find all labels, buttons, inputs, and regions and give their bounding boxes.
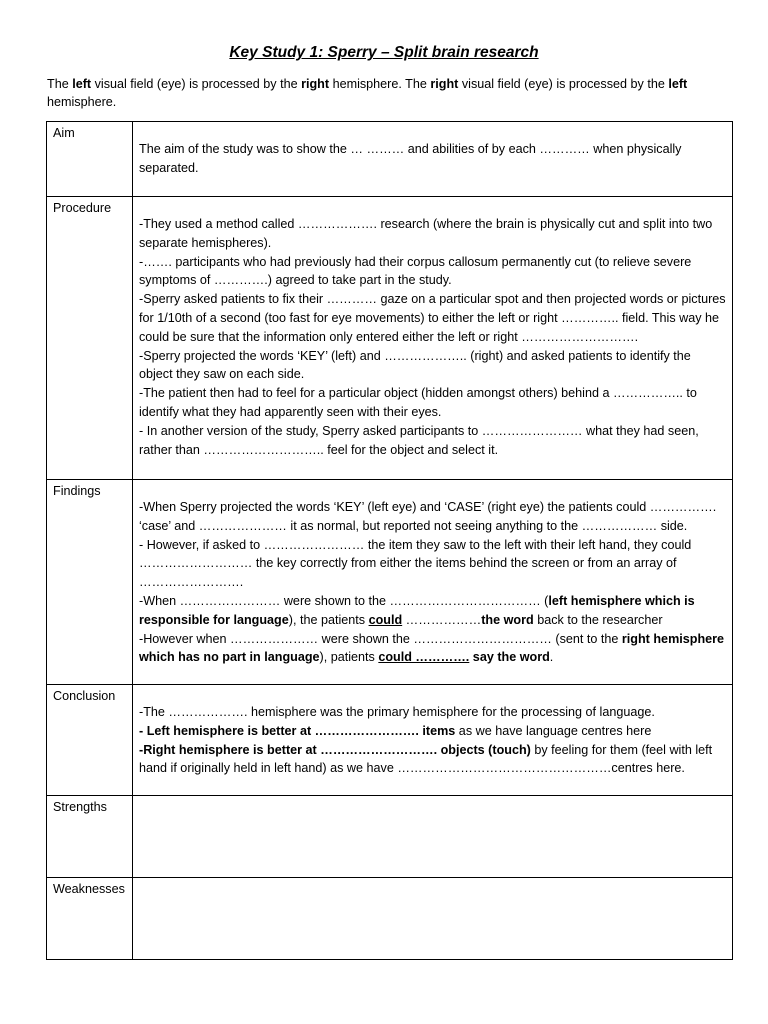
row-aim — [47, 122, 733, 197]
text-run: The — [47, 77, 73, 91]
label-cell-aim — [47, 122, 133, 197]
content-cell-strengths[interactable] — [133, 796, 733, 878]
text-run: hemisphere. — [47, 95, 117, 109]
paragraph — [139, 215, 726, 253]
text-run: visual field (eye) is processed by the — [91, 77, 302, 91]
emphasis-text: left — [668, 77, 688, 91]
text-run: -The patient then had to feel for a particular object (hidden amongst others) behind a …………….. to identify what they had apparently seen with their eyes. — [139, 386, 697, 419]
text-run: -The ………………. hemisphere was the primary hemisphere for the processing of language. — [139, 705, 655, 719]
paragraph — [139, 253, 726, 291]
text-run: by feeling for them (feel with left hand if originally held in left hand) as we have ……………………………………………centres here. — [139, 742, 713, 776]
label-cell-findings — [47, 480, 133, 685]
text-run: ……………… — [402, 612, 482, 627]
emphasis-text: could …………. — [378, 650, 470, 665]
text-run: -Sperry asked patients to fix their ………… gaze on a particular spot and then projected words or pictures for 1/10th of a second (too fast for eye movements) to either the left or right ………….. field. This way he could be sure that the information only entered either the left or right ………………………. — [139, 292, 726, 344]
emphasis-text: - Left hemisphere is better at ……………………. items — [139, 723, 456, 738]
cell-content — [133, 685, 732, 778]
text-run: . — [549, 650, 554, 665]
text-run: - However, if asked to …………………… the item they saw to the left with their left hand, they could ……………………… the key correctly from either the items behind the screen or from an array of ……………………. — [139, 537, 692, 590]
paragraph — [139, 140, 726, 178]
document-title: Key Study 1: Sperry – Split brain research — [229, 44, 539, 61]
row-label: Aim — [53, 126, 75, 140]
emphasis-text: could — [368, 612, 403, 627]
row-weaknesses — [47, 878, 733, 960]
emphasis-text: left hemisphere which is responsible for language — [139, 593, 695, 627]
label-cell-procedure — [47, 197, 133, 480]
paragraph — [139, 536, 726, 592]
emphasis-text: right hemisphere which has no part in language — [139, 631, 725, 665]
content-cell-aim — [133, 122, 733, 197]
paragraph — [139, 347, 726, 385]
intro-text — [47, 75, 737, 111]
text-run: The aim of the study was to show the … ……… and abilities of by each ………… when physically separated. — [139, 142, 682, 175]
emphasis-text: say the word — [469, 650, 550, 665]
text-run: -When …………………… were shown to the ……………………………… ( — [139, 593, 549, 608]
paragraph — [139, 722, 726, 741]
row-label: Findings — [53, 484, 101, 498]
content-cell-procedure — [133, 197, 733, 480]
emphasis-text: right — [301, 77, 330, 91]
row-label: Weaknesses — [53, 882, 125, 896]
emphasis-text: right — [430, 77, 459, 91]
row-strengths — [47, 796, 733, 878]
cell-content — [133, 480, 732, 667]
text-run: back to the researcher — [533, 612, 663, 627]
row-label: Conclusion — [53, 689, 116, 703]
text-run: hemisphere. The — [329, 77, 431, 91]
text-run: - In another version of the study, Sperry asked participants to …………………… what they had seen, rather than ……………………….. feel for the object and select it. — [139, 423, 699, 457]
cell-content — [133, 197, 732, 459]
label-cell-strengths — [47, 796, 133, 878]
text-run: ), patients — [319, 650, 379, 665]
emphasis-text: the word — [481, 612, 534, 627]
paragraph — [139, 592, 726, 630]
text-run: as we have language centres here — [455, 723, 652, 738]
paragraph — [139, 498, 726, 536]
row-procedure — [47, 197, 733, 480]
text-run: -They used a method called ………………. research (where the brain is physically cut and split into two separate hemispheres). — [139, 217, 713, 250]
paragraph — [139, 741, 726, 779]
paragraph — [139, 290, 726, 346]
row-label: Procedure — [53, 201, 112, 215]
text-run: -……. participants who had previously had their corpus callosum permanently cut (to relieve severe symptoms of ………….) agreed to take part in the study. — [139, 254, 692, 288]
row-conclusion — [47, 685, 733, 796]
content-cell-conclusion — [133, 685, 733, 796]
cell-content — [133, 122, 732, 178]
emphasis-text: -Right hemisphere is better at ………………………. objects (touch) — [139, 742, 531, 757]
label-cell-conclusion — [47, 685, 133, 796]
paragraph — [139, 703, 726, 722]
row-label: Strengths — [53, 800, 107, 814]
paragraph — [139, 422, 726, 460]
paragraph — [139, 384, 726, 422]
text-run: -When Sperry projected the words ‘KEY’ (left eye) and ‘CASE’ (right eye) the patients could ……………. ‘case’ and ………………… it as normal, but reported not seeing anything to the ……………… side. — [139, 500, 717, 533]
text-run: -However when ………………… were shown the …………………………… (sent to the — [139, 631, 622, 646]
paragraph — [139, 630, 726, 668]
text-run: -Sperry projected the words ‘KEY’ (left) and ……………….. (right) and asked patients to identify the object they saw on each side. — [139, 348, 691, 382]
text-run: ), the patients — [288, 612, 369, 627]
worksheet-table — [46, 121, 733, 960]
emphasis-text: left — [72, 77, 92, 91]
text-run: visual field (eye) is processed by the — [458, 77, 669, 91]
row-findings — [47, 480, 733, 685]
content-cell-weaknesses[interactable] — [133, 878, 733, 960]
label-cell-weaknesses — [47, 878, 133, 960]
content-cell-findings — [133, 480, 733, 685]
